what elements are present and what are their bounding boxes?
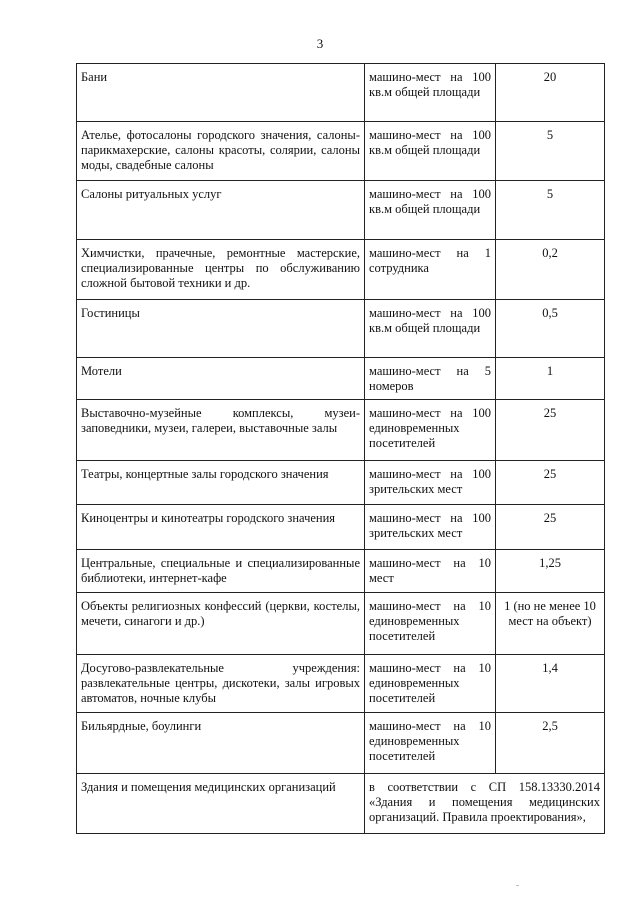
table-row bbox=[77, 181, 605, 240]
facility-cell: Здания и помещения медицинских организаций bbox=[77, 774, 365, 834]
table-row bbox=[77, 122, 605, 181]
value-cell: 1 bbox=[496, 358, 605, 400]
table-row bbox=[77, 774, 605, 834]
unit-cell: машино-мест на 100 кв.м общей площади bbox=[365, 122, 496, 181]
value-cell: 25 bbox=[496, 505, 605, 550]
page-number: 3 bbox=[316, 36, 324, 51]
facility-cell: Досугово-развлекательные учреждения: развлекательные центры, дискотеки, залы игровых автоматов, ночные клубы bbox=[77, 655, 365, 713]
value-cell: 25 bbox=[496, 461, 605, 505]
value-cell: 0,2 bbox=[496, 240, 605, 300]
unit-cell: машино-мест на 100 кв.м общей площади bbox=[365, 181, 496, 240]
facility-cell: Ателье, фотосалоны городского значения, салоны-парикмахерские, салоны красоты, солярии, салоны моды, свадебные салоны bbox=[77, 122, 365, 181]
value-cell: 0,5 bbox=[496, 300, 605, 358]
table-row bbox=[77, 550, 605, 593]
scan-artifact bbox=[516, 885, 519, 886]
facility-cell: Киноцентры и кинотеатры городского значения bbox=[77, 505, 365, 550]
unit-cell: машино-мест на 100 кв.м общей площади bbox=[365, 64, 496, 122]
table-row bbox=[77, 300, 605, 358]
unit-cell: машино-мест на 100 зрительских мест bbox=[365, 505, 496, 550]
value-cell: 1,4 bbox=[496, 655, 605, 713]
facility-cell: Мотели bbox=[77, 358, 365, 400]
value-cell: 1,25 bbox=[496, 550, 605, 593]
table-row bbox=[77, 505, 605, 550]
facility-cell: Центральные, специальные и специализированные библиотеки, интернет-кафе bbox=[77, 550, 365, 593]
facility-cell: Салоны ритуальных услуг bbox=[77, 181, 365, 240]
unit-cell: машино-мест на 10 мест bbox=[365, 550, 496, 593]
unit-cell: машино-мест на 100 зрительских мест bbox=[365, 461, 496, 505]
value-cell: 25 bbox=[496, 400, 605, 461]
unit-cell: машино-мест на 1 сотрудника bbox=[365, 240, 496, 300]
unit-cell: машино-мест на 10 единовременных посетителей bbox=[365, 655, 496, 713]
table-row bbox=[77, 655, 605, 713]
table-row bbox=[77, 64, 605, 122]
facility-cell: Бильярдные, боулинги bbox=[77, 713, 365, 774]
table-row bbox=[77, 400, 605, 461]
table-row bbox=[77, 593, 605, 655]
value-cell: 5 bbox=[496, 181, 605, 240]
table-row bbox=[77, 461, 605, 505]
unit-cell: машино-мест на 100 кв.м общей площади bbox=[365, 300, 496, 358]
value-cell: 1 (но не менее 10 мест на объект) bbox=[496, 593, 605, 655]
parking-norms-table bbox=[76, 63, 605, 834]
unit-cell: машино-мест на 10 единовременных посетителей bbox=[365, 593, 496, 655]
value-cell: 20 bbox=[496, 64, 605, 122]
unit-cell: машино-мест на 100 единовременных посетителей bbox=[365, 400, 496, 461]
facility-cell: Выставочно-музейные комплексы, музеи-заповедники, музеи, галереи, выставочные залы bbox=[77, 400, 365, 461]
note-cell: в соответствии с СП 158.13330.2014 «Здания и помещения медицинских организаций. Правила проектирования», bbox=[365, 774, 605, 834]
table-row bbox=[77, 713, 605, 774]
facility-cell: Гостиницы bbox=[77, 300, 365, 358]
unit-cell: машино-мест на 5 номеров bbox=[365, 358, 496, 400]
table-body bbox=[77, 64, 605, 834]
table-row bbox=[77, 240, 605, 300]
value-cell: 2,5 bbox=[496, 713, 605, 774]
value-cell: 5 bbox=[496, 122, 605, 181]
facility-cell: Бани bbox=[77, 64, 365, 122]
facility-cell: Театры, концертные залы городского значения bbox=[77, 461, 365, 505]
facility-cell: Объекты религиозных конфессий (церкви, костелы, мечети, синагоги и др.) bbox=[77, 593, 365, 655]
table-row bbox=[77, 358, 605, 400]
unit-cell: машино-мест на 10 единовременных посетителей bbox=[365, 713, 496, 774]
facility-cell: Химчистки, прачечные, ремонтные мастерские, специализированные центры по обслуживанию сложной бытовой техники и др. bbox=[77, 240, 365, 300]
